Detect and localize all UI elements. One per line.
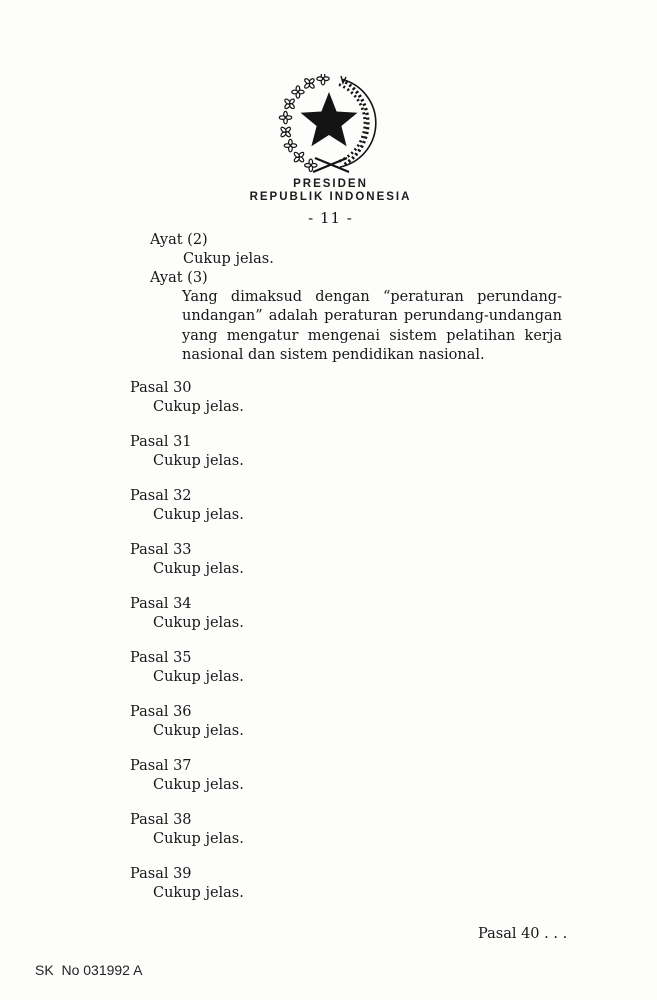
- pasal-body: Cukup jelas.: [153, 561, 244, 578]
- pasal-label: Pasal 34: [130, 596, 192, 613]
- pasal-section: [0, 379, 657, 417]
- pasal-section: [0, 487, 657, 525]
- pasal-section: [0, 595, 657, 633]
- pasal-section: [0, 541, 657, 579]
- pasal-body: Cukup jelas.: [153, 507, 244, 524]
- pasal-body: Cukup jelas.: [153, 723, 244, 740]
- pasal-section: [0, 649, 657, 687]
- ayat-label: Ayat (3): [150, 270, 208, 286]
- ayat-label: Ayat (2): [150, 232, 208, 248]
- star-icon: [300, 92, 357, 146]
- letterhead: [250, 178, 412, 204]
- pasal-label: Pasal 35: [130, 650, 192, 667]
- pasal-body: Cukup jelas.: [153, 777, 244, 794]
- pasal-label: Pasal 32: [130, 488, 192, 505]
- pasal-label: Pasal 30: [130, 380, 192, 397]
- pasal-section: [0, 865, 657, 903]
- ayat-section: [0, 231, 657, 269]
- letterhead-line1: PRESIDEN: [293, 178, 368, 190]
- pasal-label: Pasal 33: [130, 542, 192, 559]
- ayat-body: Yang dimaksud dengan “peraturan perundang-undangan” adalah peraturan perundang-undangan yang mengatur mengenai sistem pelatihan kerja nasional dan sistem pendidikan nasional.: [182, 289, 562, 363]
- pasal-label: Pasal 36: [130, 704, 192, 721]
- pasal-body: Cukup jelas.: [153, 399, 244, 416]
- pasal-section: [0, 757, 657, 795]
- document-code: SK No 031992 A: [35, 962, 143, 978]
- pasal-label: Pasal 37: [130, 758, 192, 775]
- ayat-section: [0, 269, 657, 365]
- pasal-body: Cukup jelas.: [153, 669, 244, 686]
- pasal-label: Pasal 38: [130, 812, 192, 829]
- letterhead-line2: REPUBLIK INDONESIA: [249, 191, 412, 203]
- pasal-body: Cukup jelas.: [153, 453, 244, 470]
- ayat-body: Cukup jelas.: [183, 251, 274, 267]
- indonesia-presidential-seal-icon: [269, 74, 393, 174]
- pasal-body: Cukup jelas.: [153, 885, 244, 902]
- pasal-label: Pasal 31: [130, 434, 192, 451]
- pasal-section: [0, 433, 657, 471]
- pasal-label: Pasal 39: [130, 866, 192, 883]
- pasal-section: [0, 811, 657, 849]
- document-body: [0, 231, 657, 919]
- pasal-body: Cukup jelas.: [153, 831, 244, 848]
- pasal-body: Cukup jelas.: [153, 615, 244, 632]
- page-number: - 11 -: [308, 209, 353, 227]
- pasal-list: [0, 379, 657, 903]
- continuation-marker: Pasal 40 . . .: [478, 926, 568, 942]
- pasal-section: [0, 703, 657, 741]
